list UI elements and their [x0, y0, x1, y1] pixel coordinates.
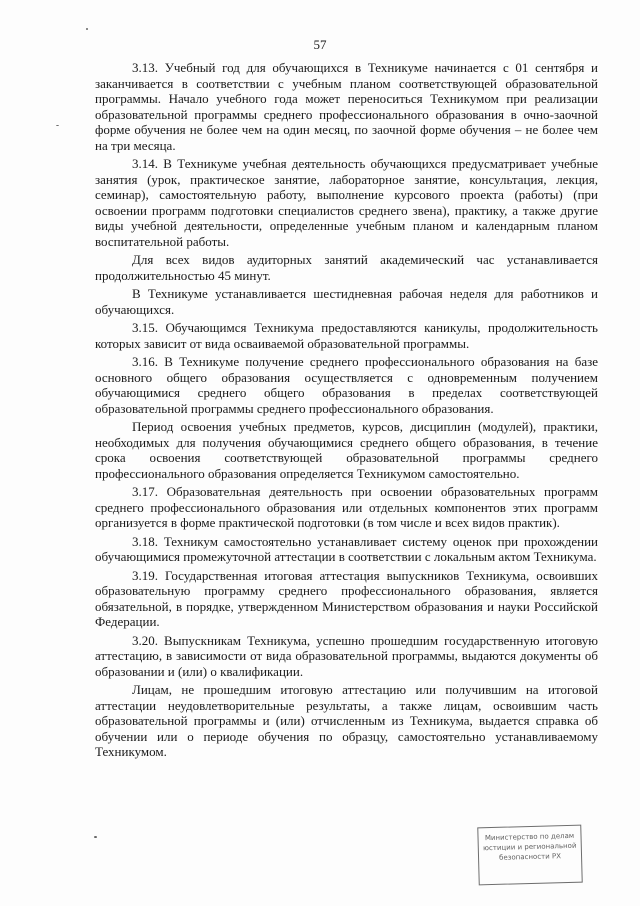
- paragraph-academic-hour: Для всех видов аудиторных занятий академический час устанавливается продолжительностью 45 минут.: [95, 252, 598, 283]
- scan-speck: [56, 125, 59, 126]
- paragraph-3-20: 3.20. Выпускникам Техникума, успешно прошедшим государственную итоговую аттестацию, в зависимости от вида образовательной программы, выдаются документы об образовании и (или) о квалификации.: [95, 632, 598, 679]
- paragraph-3-13: 3.13. Учебный год для обучающихся в Техникуме начинается с 01 сентября и заканчивается в соответствии с учебным планом соответствующей образовательной программы. Начало учебного года может переноситься Техникумом при реализации образовательной программы среднего профессионального образования в очно-заочной форме обучения не более чем на один месяц, по заочной форме обучения – не более чем на три месяца.: [95, 60, 598, 153]
- stamp-line: Министерство по делам: [484, 831, 575, 843]
- paragraph-failed-attestation: Лицам, не прошедшим итоговую аттестацию или получившим на итоговой аттестации неудовлетворительные результаты, а также лицам, освоившим часть образовательной программы и (или) отчисленным из Техникума, выдается справка об обучении или о периоде обучения по образцу, самостоятельно устанавливаемому Техникумом.: [95, 682, 598, 759]
- paragraph-3-16: 3.16. В Техникуме получение среднего профессионального образования на базе основного общего образования осуществляется с одновременным получением обучающимися среднего общего образования в пределах соответствующей образовательной программы среднего профессионального образования.: [95, 354, 598, 416]
- paragraph-3-17: 3.17. Образовательная деятельность при освоении образовательных программ среднего профессионального образования или отдельных компонентов этих программ организуется в форме практической подготовки (в том числе и всех видов практик).: [95, 484, 598, 530]
- document-body: [95, 60, 598, 760]
- paragraph-3-14: 3.14. В Техникуме учебная деятельность обучающихся предусматривает учебные занятия (урок, практическое занятие, лабораторное занятие, консультация, лекция, семинар), самостоятельную работу, выполнение курсового проекта (работы) (при освоении программ подготовки специалистов среднего звена), практику, а также другие виды учебной деятельности, определенные учебным планом и календарным планом воспитательной работы.: [95, 156, 598, 249]
- scan-speck: [94, 836, 97, 838]
- paragraph-3-15: 3.15. Обучающимся Техникума предоставляются каникулы, продолжительность которых зависит от вида осваиваемой образовательной программы.: [95, 320, 598, 351]
- paragraph-study-period: Период освоения учебных предметов, курсов, дисциплин (модулей), практики, необходимых для получения обучающимися среднего общего образования, в течение срока освоения соответствующей образовательной программы среднего профессионального образования определяется Техникумом самостоятельно.: [95, 419, 598, 481]
- paragraph-3-19: 3.19. Государственная итоговая аттестация выпускников Техникума, освоивших образовательную программу среднего профессионального образования, является обязательной, в порядке, утвержденном Министерством образования и науки Российской Федерации.: [95, 567, 598, 629]
- stamp-line: безопасности РХ: [498, 852, 562, 862]
- registration-stamp: [477, 825, 582, 886]
- page-number: 57: [313, 37, 327, 52]
- paragraph-work-week: В Техникуме устанавливается шестидневная рабочая неделя для работников и обучающихся.: [95, 286, 598, 317]
- stamp-line: юстиции и региональной: [483, 841, 577, 853]
- scan-speck: [86, 28, 88, 30]
- paragraph-3-18: 3.18. Техникум самостоятельно устанавливает систему оценок при прохождении обучающимися промежуточной аттестации в соответствии с локальным актом Техникума.: [95, 533, 598, 564]
